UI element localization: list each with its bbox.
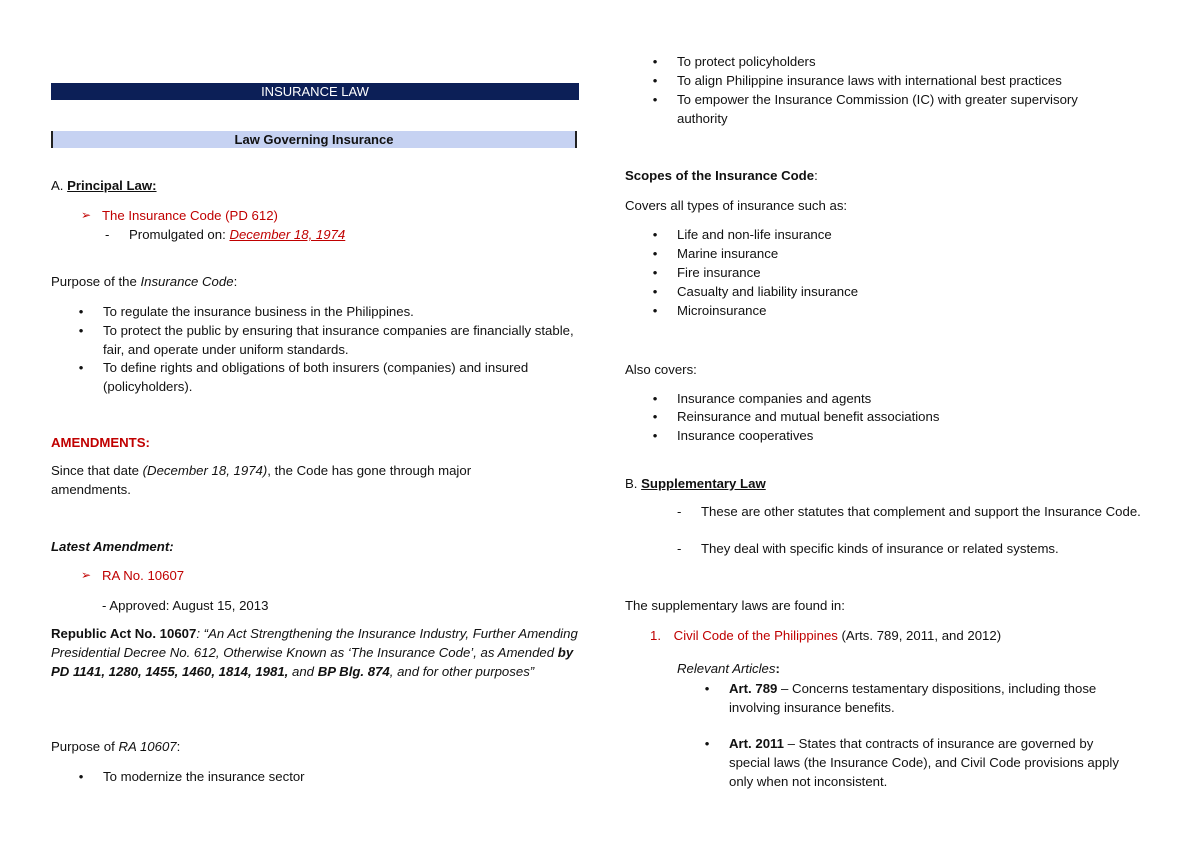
- civil-code-item: 1. Civil Code of the Philippines (Arts. 789, 2011, and 2012): [650, 628, 1002, 643]
- found-in-text: The supplementary laws are found in:: [625, 598, 845, 613]
- list-item: • To align Philippine insurance laws with international best practices: [652, 73, 1062, 88]
- relevant-articles-heading: Relevant Articles:: [677, 661, 780, 676]
- list-item: • To empower the Insurance Commission (IC) with greater supervisory authority: [652, 92, 1078, 126]
- principal-law-heading: A. Principal Law:: [51, 178, 157, 193]
- list-item: • Microinsurance: [652, 303, 767, 318]
- list-item: • Insurance companies and agents: [652, 391, 872, 406]
- list-item: - They deal with specific kinds of insurance or related systems.: [677, 541, 1059, 556]
- list-item: • Art. 789 – Concerns testamentary dispositions, including those involving insurance benefits.: [704, 681, 1097, 715]
- scopes-heading: Scopes of the Insurance Code:: [625, 168, 818, 183]
- list-item: • To define rights and obligations of both insurers (companies) and insured (policyholders).: [78, 360, 529, 394]
- list-item: • To regulate the insurance business in the Philippines.: [78, 304, 414, 319]
- list-item: • Insurance cooperatives: [652, 428, 814, 443]
- promulgated-date: December 18, 1974: [229, 227, 346, 242]
- purpose-ra-heading: Purpose of RA 10607:: [51, 739, 181, 754]
- list-item: • Marine insurance: [652, 246, 779, 261]
- list-item: - These are other statutes that complement and support the Insurance Code.: [677, 504, 1141, 519]
- insurance-code-item: ➢ The Insurance Code (PD 612): [81, 208, 278, 223]
- list-item: • Reinsurance and mutual benefit associations: [652, 409, 940, 424]
- list-item: • Art. 2011 – States that contracts of insurance are governed by special laws (the Insurance Code), and Civil Code provisions apply only when not inconsistent.: [704, 736, 1119, 789]
- also-covers-text: Also covers:: [625, 362, 697, 377]
- republic-act-text: Republic Act No. 10607: “An Act Strengthening the Insurance Industry, Further Amending Presidential Decree No. 612, Otherwise Known as ‘The Insurance Code’, as Amended by PD 1141, 1280, 1455, 1460, 1814, 1981, and BP Blg. 874, and for other purposes”: [51, 626, 578, 679]
- list-item: • Casualty and liability insurance: [652, 284, 859, 299]
- promulgated-line: - Promulgated on: December 18, 1974: [105, 227, 346, 242]
- arrow-bullet-icon: ➢: [81, 568, 92, 582]
- purpose-code-heading: Purpose of the Insurance Code:: [51, 274, 238, 289]
- supplementary-heading: B. Supplementary Law: [625, 476, 766, 491]
- ra-item: ➢ RA No. 10607: [81, 568, 185, 583]
- latest-amendment-heading: Latest Amendment:: [51, 539, 174, 554]
- list-item: • Fire insurance: [652, 265, 761, 280]
- list-item: • Life and non-life insurance: [652, 227, 832, 242]
- approved-line: - Approved: August 15, 2013: [102, 598, 269, 613]
- section-bar: Law Governing Insurance: [51, 131, 577, 148]
- title-bar: INSURANCE LAW: [51, 83, 579, 100]
- list-item: • To modernize the insurance sector: [78, 769, 305, 784]
- amendments-text: Since that date (December 18, 1974), the Code has gone through major amendments.: [51, 463, 472, 497]
- amendments-heading: AMENDMENTS:: [51, 435, 150, 450]
- list-item: • To protect the public by ensuring that insurance companies are financially stable, fair, and operate under uniform standards.: [78, 323, 574, 357]
- list-item: • To protect policyholders: [652, 54, 816, 69]
- arrow-bullet-icon: ➢: [81, 208, 92, 222]
- covers-text: Covers all types of insurance such as:: [625, 198, 848, 213]
